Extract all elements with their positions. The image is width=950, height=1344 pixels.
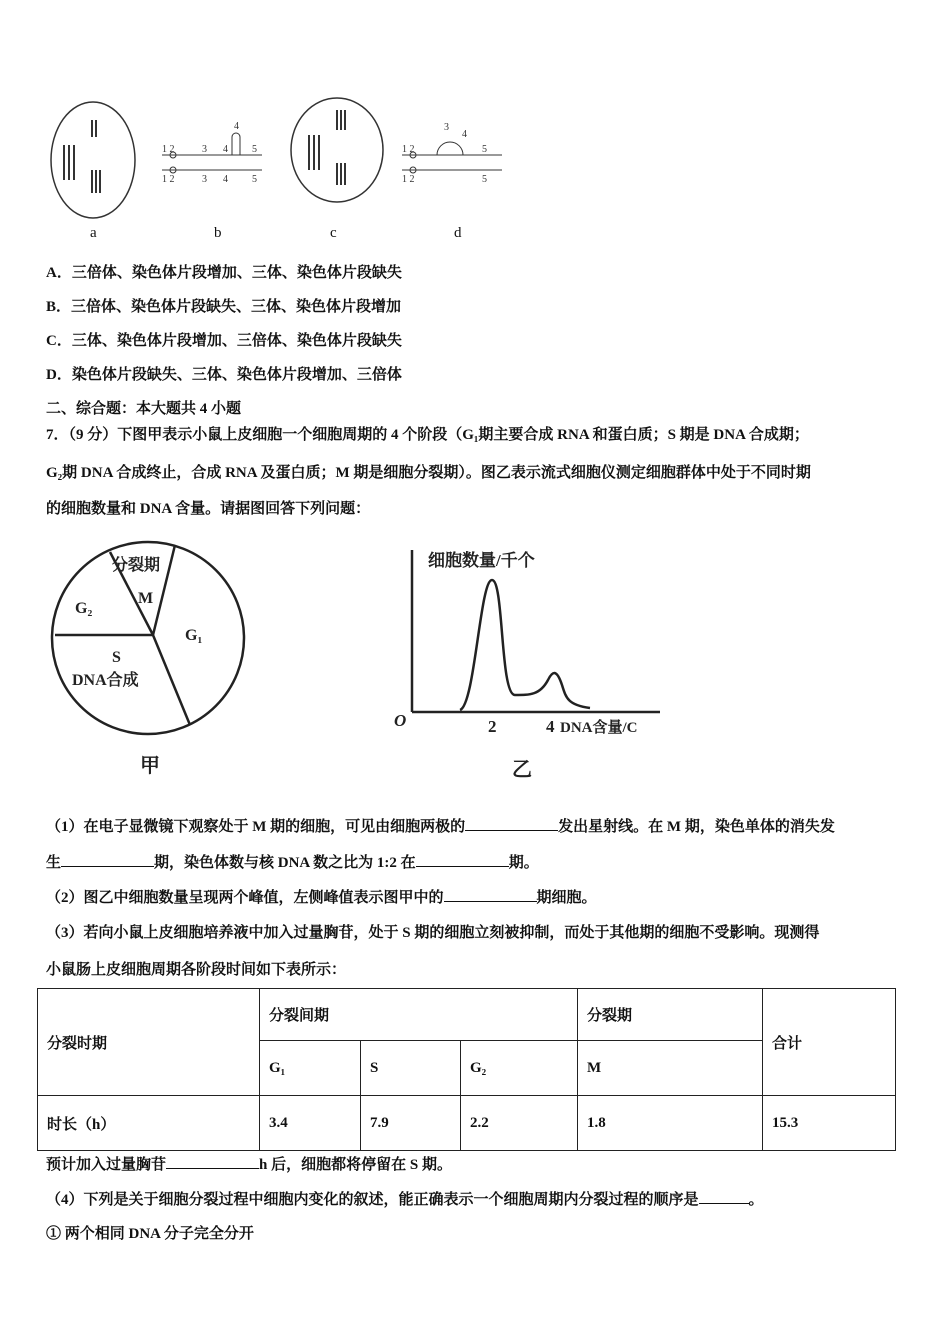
header-g2: G₂	[461, 1041, 578, 1096]
figure-d-labels	[402, 122, 487, 185]
svg-text:5: 5	[252, 144, 257, 155]
svg-text:4: 4	[223, 174, 228, 185]
svg-text:1 2: 1 2	[162, 174, 175, 185]
y-axis-label: 细胞数量/千个	[428, 551, 535, 570]
figure-b-chromosome	[162, 133, 262, 173]
pie-caption: 甲	[140, 755, 160, 777]
pie-label-g2: G₂	[75, 600, 93, 617]
answer-blank-4[interactable]	[444, 887, 537, 902]
svg-text:5: 5	[252, 174, 257, 185]
label-b: b	[214, 225, 222, 241]
x-axis-label: DNA含量/C	[560, 720, 638, 736]
pie-label-s: S	[112, 649, 121, 666]
q7-part4: （4）下列是关于细胞分裂过程中细胞内变化的叙述，能正确表示一个细胞周期内分裂过程的顺序是 。	[46, 1188, 764, 1209]
option-b[interactable]: B．三倍体、染色体片段缺失、三体、染色体片段增加	[46, 299, 402, 315]
svg-text:4: 4	[223, 144, 228, 155]
option-d[interactable]: D．染色体片段缺失、三体、染色体片段增加、三倍体	[46, 367, 402, 383]
tick-2: 2	[488, 717, 497, 736]
figure-c-cell	[291, 98, 383, 202]
svg-text:1 2: 1 2	[402, 144, 415, 155]
pie-figure-jia	[50, 540, 260, 785]
label-c: c	[330, 225, 337, 241]
section-heading: 二、综合题：本大题共 4 小题	[46, 401, 242, 417]
svg-text:3: 3	[444, 122, 449, 133]
figure-b-labels	[162, 121, 257, 185]
answer-blank-1[interactable]	[465, 816, 558, 831]
pie-label-dna-synthesis: DNA合成	[72, 672, 139, 689]
svg-text:5: 5	[482, 144, 487, 155]
value-g1: 3.4	[260, 1096, 361, 1151]
flow-curve	[460, 580, 590, 710]
cell-cycle-table	[37, 988, 896, 1151]
answer-blank-5[interactable]	[166, 1154, 259, 1169]
table-row	[38, 1096, 896, 1151]
figure-d-chromosome	[402, 142, 502, 173]
svg-text:1 2: 1 2	[162, 144, 175, 155]
q7-part3-question: 预计加入过量胸苷 h 后，细胞都将停留在 S 期。	[46, 1153, 452, 1174]
header-g1: G₁	[260, 1041, 361, 1096]
figure-a-cell	[51, 102, 135, 218]
header-total: 合计	[763, 989, 896, 1096]
answer-blank-2[interactable]	[61, 852, 154, 867]
q7-part2: （2）图乙中细胞数量呈现两个峰值，左侧峰值表示图甲中的 期细胞。	[46, 886, 597, 907]
q7-part3-line2: 小鼠肠上皮细胞周期各阶段时间如下表所示：	[46, 962, 347, 978]
svg-text:3: 3	[202, 144, 207, 155]
header-interphase: 分裂间期	[260, 989, 578, 1041]
label-d: d	[454, 225, 462, 241]
answer-blank-6[interactable]	[699, 1189, 749, 1204]
pie-label-g1: G₁	[185, 627, 203, 644]
q7-part3-line1: （3）若向小鼠上皮细胞培养液中加入过量胸苷，处于 S 期的细胞立刻被抑制，而处于其他期的细胞不受影响。现测得	[46, 925, 820, 941]
value-m: 1.8	[578, 1096, 763, 1151]
header-m: M	[578, 1041, 763, 1096]
value-g2: 2.2	[461, 1096, 578, 1151]
graph-caption: 乙	[512, 759, 532, 781]
svg-text:1 2: 1 2	[402, 174, 415, 185]
pie-label-m: M	[138, 590, 154, 607]
svg-text:5: 5	[482, 174, 487, 185]
value-s: 7.9	[361, 1096, 461, 1151]
header-division: 分裂期	[578, 989, 763, 1041]
graph-figure-yi	[390, 540, 700, 785]
option-a[interactable]: A．三倍体、染色体片段增加、三体、染色体片段缺失	[46, 265, 402, 281]
option-c[interactable]: C．三体、染色体片段增加、三倍体、染色体片段缺失	[46, 333, 402, 349]
row-label: 时长（h）	[38, 1096, 260, 1151]
svg-text:3: 3	[202, 174, 207, 185]
q7-line2: G₂期 DNA 合成终止，合成 RNA 及蛋白质；M 期是细胞分裂期）。图乙表示流式细胞仪测定细胞群体中处于不同时期	[46, 465, 811, 481]
q7-item-1: ① 两个相同 DNA 分子完全分开	[46, 1226, 254, 1242]
svg-text:4: 4	[462, 129, 467, 140]
q7-line1: 7．（9 分）下图甲表示小鼠上皮细胞一个细胞周期的 4 个阶段（G₁期主要合成 RNA 和蛋白质；S 期是 DNA 合成期；	[46, 427, 809, 443]
q7-part1-line1: （1）在电子显微镜下观察处于 M 期的细胞，可见由细胞两极的 发出星射线。在 M 期，染色单体的消失发	[46, 815, 835, 836]
label-a: a	[90, 225, 97, 241]
svg-text:4: 4	[234, 121, 239, 132]
q7-line3: 的细胞数量和 DNA 含量。请据图回答下列问题：	[46, 501, 371, 517]
tick-4: 4	[546, 717, 555, 736]
value-total: 15.3	[763, 1096, 896, 1151]
answer-blank-3[interactable]	[416, 852, 509, 867]
header-period: 分裂时期	[38, 989, 260, 1096]
origin-label: O	[394, 711, 407, 730]
header-s: S	[361, 1041, 461, 1096]
q7-part1-line2: 生 期，染色体数与核 DNA 数之比为 1:2 在 期。	[46, 851, 539, 872]
pie-label-division: 分裂期	[112, 557, 161, 574]
chromosome-figures	[40, 95, 520, 250]
